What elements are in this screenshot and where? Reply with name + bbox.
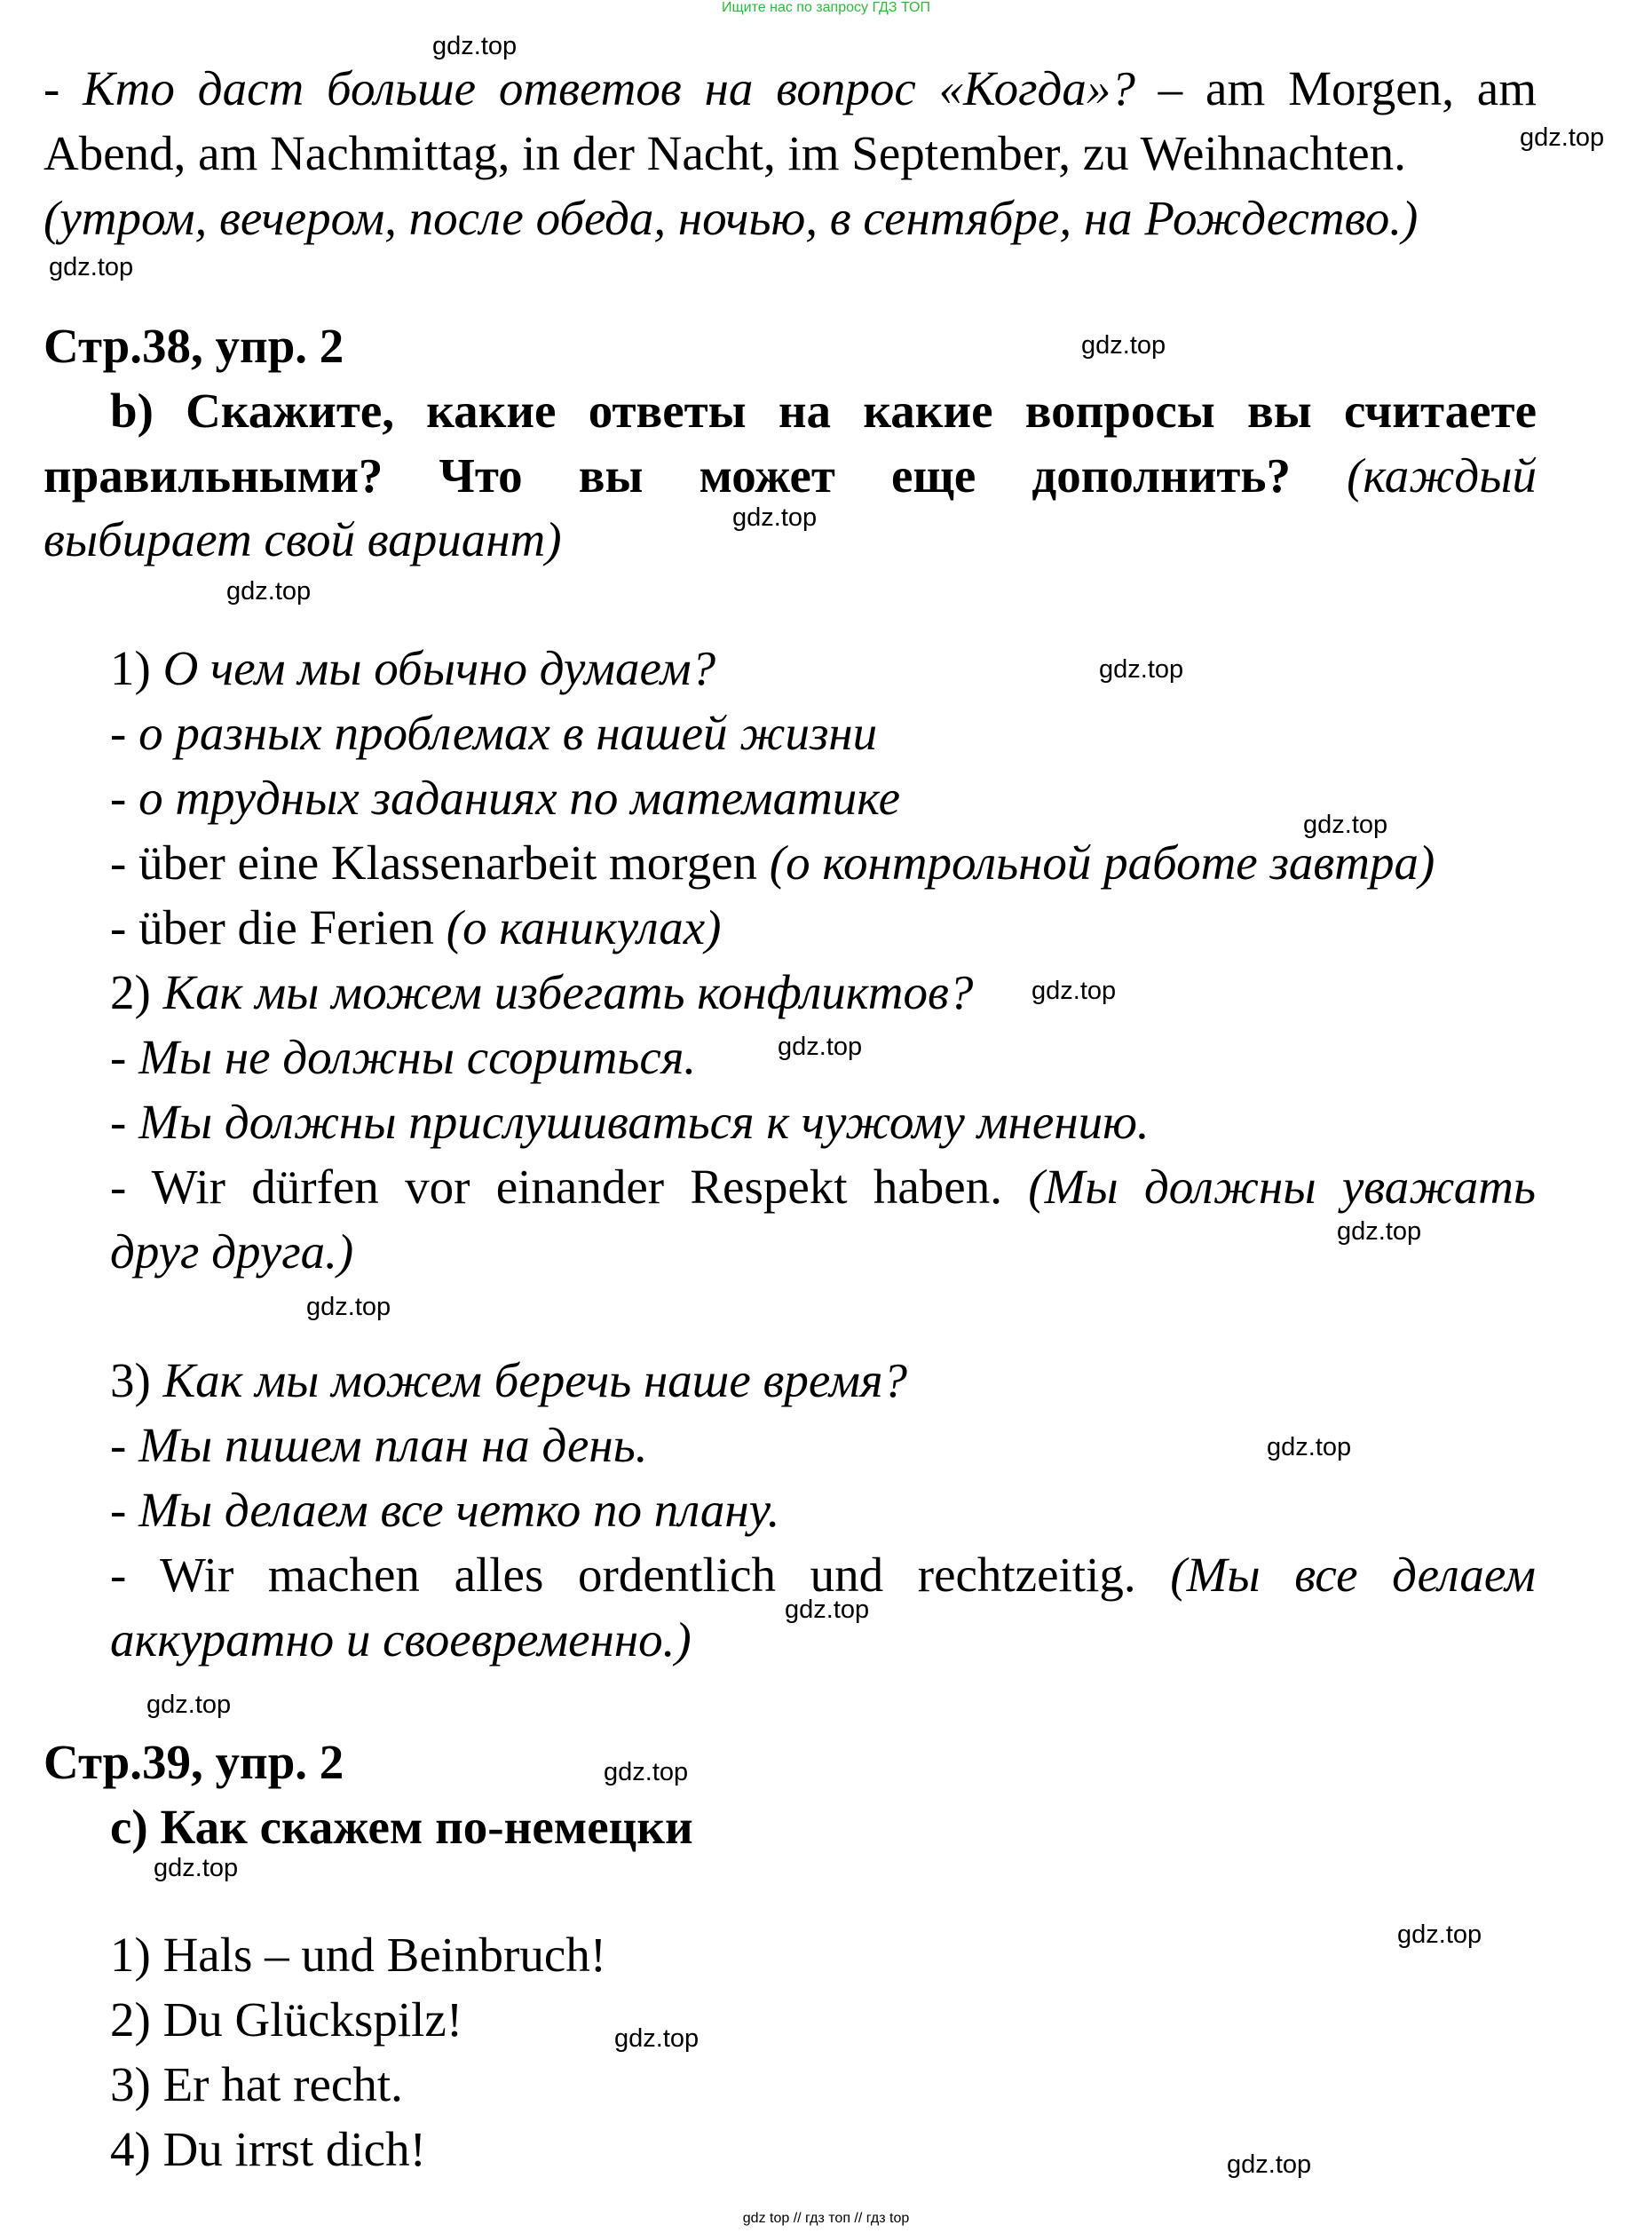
item-number: 1) bbox=[110, 1928, 151, 1982]
question-2 bbox=[110, 966, 973, 1019]
answer-line: - о трудных заданиях по математике bbox=[110, 771, 901, 825]
intro-answer-2: Abend, am Nachmittag, in der Nacht, im September, zu Weihnachten. bbox=[43, 126, 1406, 180]
watermark: gdz.top bbox=[1081, 331, 1166, 360]
list-item bbox=[110, 2123, 426, 2176]
intro-translation: (утром, вечером, после обеда, ночью, в сентябре, на Рождество.) bbox=[43, 191, 1419, 245]
answer-german: - Wir dürfen vor einander Respekt haben. bbox=[110, 1160, 1002, 1214]
answer-line bbox=[110, 1548, 1536, 1602]
task-b-note: (каждый bbox=[1347, 448, 1537, 503]
item-text: Du Glückspilz! bbox=[162, 1992, 463, 2047]
answer-translation: (Мы должны уважать bbox=[1028, 1160, 1536, 1214]
watermark: gdz.top bbox=[604, 1758, 689, 1786]
watermark: gdz.top bbox=[1227, 2150, 1312, 2179]
item-text: Du irrst dich! bbox=[162, 2122, 426, 2176]
task-c: c) Как скажем по-немецки bbox=[110, 1800, 693, 1854]
watermark: gdz.top bbox=[1397, 1920, 1482, 1949]
question-number: 2) bbox=[110, 965, 151, 1019]
watermark: gdz.top bbox=[1032, 977, 1117, 1005]
answer-translation: (Мы все делаем bbox=[1170, 1548, 1537, 1602]
watermark: gdz.top bbox=[732, 503, 818, 532]
answer-german: - Wir machen alles ordentlich und rechtzeitig. bbox=[110, 1548, 1136, 1602]
item-number: 2) bbox=[110, 1992, 151, 2047]
answer-line: - о разных проблемах в нашей жизни bbox=[110, 706, 878, 760]
task-b-question: правильными? Что вы может еще дополнить? bbox=[43, 448, 1291, 503]
question-1 bbox=[110, 642, 715, 695]
answer-german: - über eine Klassenarbeit morgen bbox=[110, 835, 757, 890]
task-b-note-2: выбирает свой вариант) bbox=[43, 512, 562, 566]
watermark: gdz.top bbox=[778, 1033, 863, 1061]
answer-line: - Мы делаем все четко по плану. bbox=[110, 1483, 780, 1537]
bottom-banner[interactable]: gdz top // гдз топ // гдз top bbox=[742, 2211, 910, 2226]
watermark: gdz.top bbox=[146, 1691, 232, 1719]
question-text: Как мы можем избегать конфликтов? bbox=[162, 965, 974, 1019]
intro-question: - Кто даст больше ответов на вопрос «Когда»? – bbox=[43, 61, 1183, 115]
watermark: gdz.top bbox=[432, 32, 518, 60]
watermark: gdz.top bbox=[1337, 1217, 1422, 1246]
watermark: gdz.top bbox=[1520, 123, 1605, 152]
watermark: gdz.top bbox=[154, 1854, 239, 1882]
top-banner[interactable]: Ищите нас по запросу ГДЗ ТОП bbox=[722, 0, 930, 15]
question-text: Как мы можем беречь наше время? bbox=[162, 1353, 908, 1407]
answer-translation: (о контрольной работе завтра) bbox=[769, 835, 1435, 890]
intro-answer-1: am Morgen, am bbox=[1205, 61, 1537, 115]
watermark: gdz.top bbox=[614, 2024, 700, 2053]
watermark: gdz.top bbox=[49, 253, 134, 281]
answer-line: - Мы пишем план на день. bbox=[110, 1418, 648, 1472]
question-number: 1) bbox=[110, 641, 151, 695]
item-text: Er hat recht. bbox=[162, 2057, 403, 2111]
list-item bbox=[110, 2058, 403, 2111]
watermark: gdz.top bbox=[1303, 811, 1388, 839]
item-text: Hals – und Beinbruch! bbox=[162, 1928, 607, 1982]
question-number: 3) bbox=[110, 1353, 151, 1407]
answer-line bbox=[110, 836, 1435, 890]
answer-line bbox=[110, 901, 722, 954]
intro-line-1 bbox=[43, 62, 1537, 115]
watermark: gdz.top bbox=[1267, 1433, 1352, 1461]
task-b-line-2 bbox=[43, 449, 1537, 503]
answer-translation: (о каникулах) bbox=[446, 900, 722, 954]
answer-translation-cont: аккуратно и своевременно.) bbox=[110, 1612, 692, 1667]
answer-line: - Мы должны прислушиваться к чужому мнению. bbox=[110, 1095, 1150, 1149]
list-item bbox=[110, 1928, 606, 1982]
task-b-line-1: b) Скажите, какие ответы на какие вопросы вы считаете bbox=[110, 384, 1537, 438]
watermark: gdz.top bbox=[1099, 655, 1184, 684]
watermark: gdz.top bbox=[785, 1596, 870, 1624]
item-number: 3) bbox=[110, 2057, 151, 2111]
answer-line bbox=[110, 1160, 1536, 1214]
answer-german: - über die Ferien bbox=[110, 900, 434, 954]
question-text: О чем мы обычно думаем? bbox=[162, 641, 716, 695]
answer-translation-cont: друг друга.) bbox=[110, 1224, 354, 1279]
section-heading-38: Стр.38, упр. 2 bbox=[43, 319, 344, 373]
question-3 bbox=[110, 1354, 907, 1407]
list-item bbox=[110, 1993, 462, 2047]
answer-line: - Мы не должны ссориться. bbox=[110, 1030, 697, 1084]
watermark: gdz.top bbox=[306, 1293, 391, 1321]
item-number: 4) bbox=[110, 2122, 151, 2176]
section-heading-39: Стр.39, упр. 2 bbox=[43, 1735, 344, 1789]
watermark: gdz.top bbox=[226, 577, 312, 606]
